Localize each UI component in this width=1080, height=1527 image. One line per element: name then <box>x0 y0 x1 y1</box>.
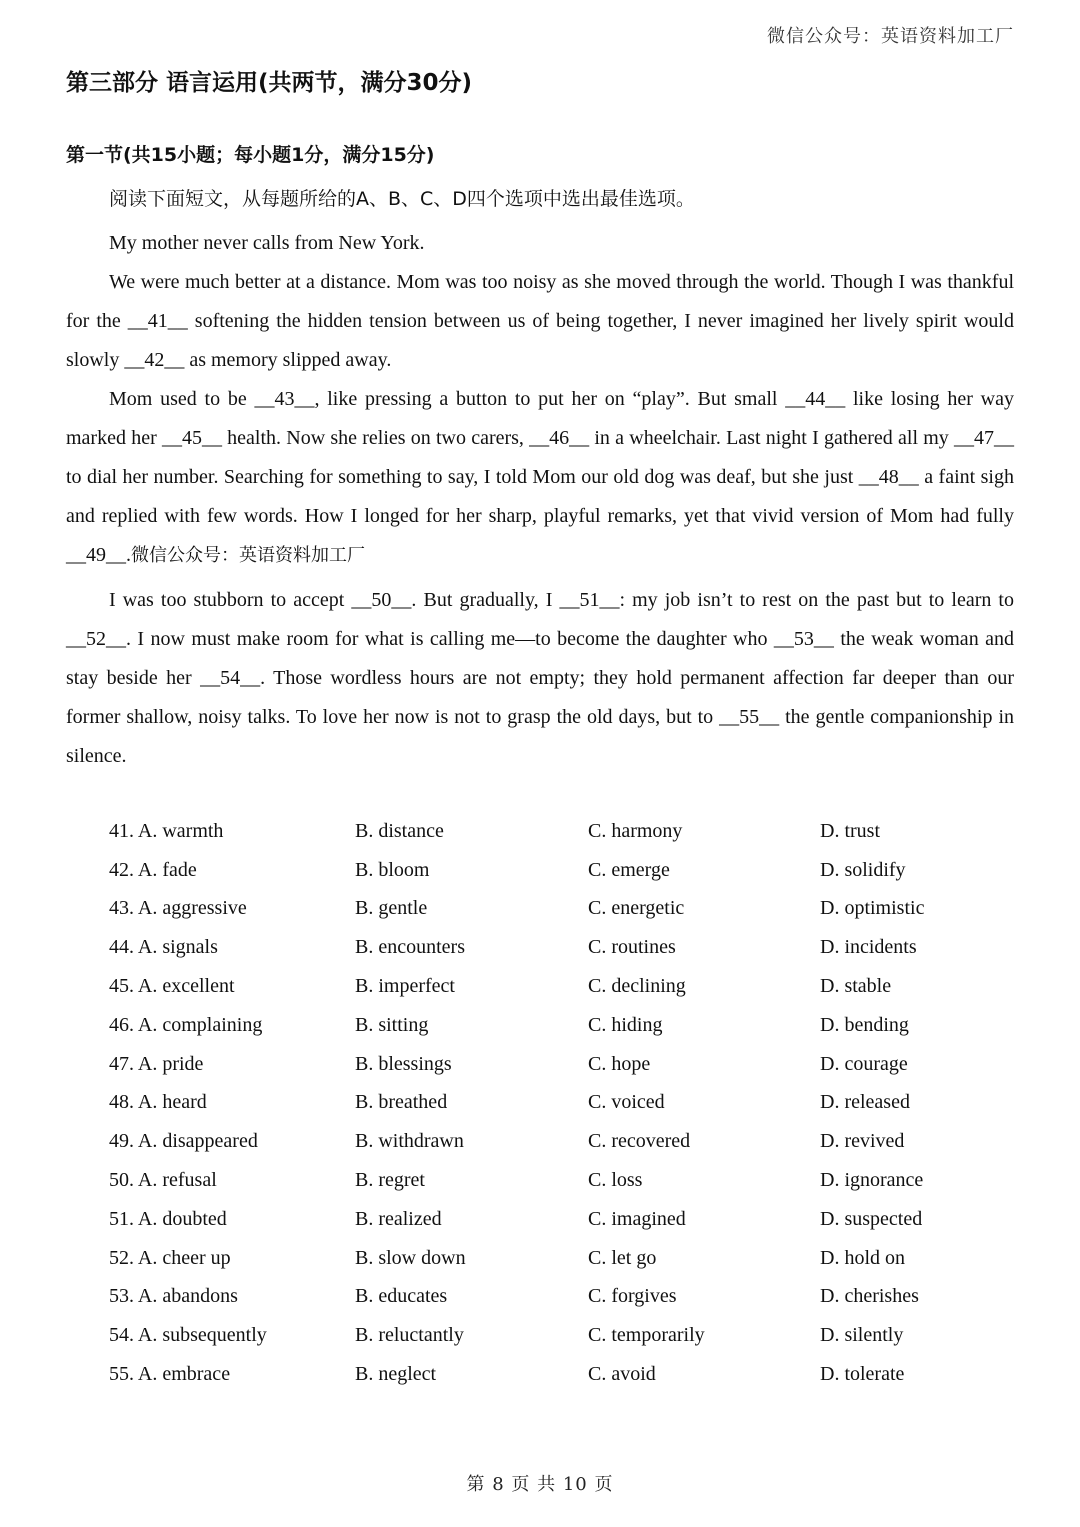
option-choice-c: C. energetic <box>588 897 685 920</box>
passage-paragraph-4: I was too stubborn to accept __50__. But gradually, I __51__: my job isn’t to rest on the past but to learn to __52__. I now must make room for what is calling me—to become the daughter who __53__ the weak woman and stay beside her __54__. Those wordless hours are not empty; they hold permanent affection far deeper than our former shallow, noisy talks. To love her now is not to grasp the old days, but to __55__ the gentle companionship in silence. <box>66 589 1014 767</box>
option-choice-b: B. neglect <box>355 1363 437 1386</box>
option-choice-d: D. suspected <box>820 1207 923 1230</box>
option-choice-b: B. reluctantly <box>355 1324 464 1347</box>
option-choice-c: C. forgives <box>588 1285 677 1308</box>
option-choice-c: C. loss <box>588 1169 643 1192</box>
option-choice-d: D. released <box>820 1091 910 1114</box>
option-choice-a: 45. A. excellent <box>109 975 235 998</box>
option-choice-b: B. blessings <box>355 1052 452 1075</box>
option-choice-a: 42. A. fade <box>109 858 197 881</box>
option-choice-c: C. hiding <box>588 1013 663 1036</box>
option-choice-a: 54. A. subsequently <box>109 1324 267 1347</box>
option-choice-b: B. imperfect <box>355 975 455 998</box>
instruction-text: 阅读下面短文，从每题所给的A、B、C、D四个选项中选出最佳选项。 <box>109 188 695 210</box>
option-choice-a: 43. A. aggressive <box>109 897 247 920</box>
watermark-header: 微信公众号：英语资料加工厂 <box>767 26 1014 47</box>
option-choice-c: C. routines <box>588 936 676 959</box>
option-row <box>109 1239 1029 1278</box>
option-choice-c: C. hope <box>588 1052 651 1075</box>
option-choice-d: D. optimistic <box>820 897 925 920</box>
option-choice-c: C. voiced <box>588 1091 665 1114</box>
option-choice-d: D. trust <box>820 819 880 842</box>
option-choice-a: 46. A. complaining <box>109 1013 263 1036</box>
option-row <box>109 812 1029 851</box>
option-choice-a: 47. A. pride <box>109 1052 204 1075</box>
option-choice-d: D. ignorance <box>820 1169 924 1192</box>
option-row <box>109 1278 1029 1317</box>
option-choice-b: B. realized <box>355 1207 442 1230</box>
option-choice-a: 41. A. warmth <box>109 819 224 842</box>
option-choice-b: B. sitting <box>355 1013 429 1036</box>
passage-paragraph-3-text: Mom used to be __43__, like pressing a button to put her on “play”. But small __44__ like losing her way marked her __45__ health. Now she relies on two carers, __46__ in a wheelchair. Last night I gathered all my __47__ to dial her number. Searching for something to say, I told Mom our old dog was deaf, but she just __48__ a faint sigh and replied with few words. How I longed for her sharp, playful remarks, yet that vivid version of Mom had fully __49__. <box>66 388 1014 566</box>
option-choice-b: B. withdrawn <box>355 1130 464 1153</box>
option-choice-d: D. revived <box>820 1130 905 1153</box>
option-choice-d: D. tolerate <box>820 1363 905 1386</box>
option-choice-d: D. silently <box>820 1324 904 1347</box>
option-choice-a: 50. A. refusal <box>109 1169 217 1192</box>
option-choice-a: 52. A. cheer up <box>109 1246 231 1269</box>
option-row <box>109 890 1029 929</box>
option-row <box>109 1084 1029 1123</box>
page-footer: 第 8 页 共 10 页 <box>466 1474 614 1495</box>
option-row <box>109 1122 1029 1161</box>
option-choice-c: C. avoid <box>588 1363 656 1386</box>
option-row <box>109 1200 1029 1239</box>
passage-paragraph-3 <box>66 380 1014 575</box>
option-row <box>109 1161 1029 1200</box>
option-choice-c: C. imagined <box>588 1207 686 1230</box>
option-choice-a: 55. A. embrace <box>109 1363 231 1386</box>
option-choice-b: B. distance <box>355 819 444 842</box>
option-row <box>109 1316 1029 1355</box>
option-choice-d: D. bending <box>820 1013 909 1036</box>
passage <box>66 180 1014 776</box>
passage-paragraph-2: We were much better at a distance. Mom was too noisy as she moved through the world. Though I was thankful for the __41__ softening the hidden tension between us of being together, I never imagined her lively spirit would slowly __42__ as memory slipped away. <box>66 271 1014 371</box>
section-title: 第一节(共15小题；每小题1分，满分15分) <box>66 144 435 166</box>
option-choice-c: C. declining <box>588 975 686 998</box>
passage-paragraph-1: My mother never calls from New York. <box>109 232 425 254</box>
option-choice-b: B. breathed <box>355 1091 448 1114</box>
option-row <box>109 1045 1029 1084</box>
option-choice-c: C. let go <box>588 1246 657 1269</box>
option-choice-a: 44. A. signals <box>109 936 218 959</box>
inline-watermark: 微信公众号：英语资料加工厂 <box>131 545 365 566</box>
option-choice-b: B. encounters <box>355 936 465 959</box>
option-choice-b: B. gentle <box>355 897 428 920</box>
option-choice-a: 53. A. abandons <box>109 1285 238 1308</box>
option-choice-c: C. emerge <box>588 858 670 881</box>
option-row <box>109 967 1029 1006</box>
option-choice-a: 48. A. heard <box>109 1091 207 1114</box>
part-title: 第三部分 语言运用(共两节，满分30分) <box>66 70 473 96</box>
option-choice-b: B. slow down <box>355 1246 466 1269</box>
option-choice-d: D. incidents <box>820 936 917 959</box>
option-choice-a: 49. A. disappeared <box>109 1130 258 1153</box>
option-choice-d: D. cherishes <box>820 1285 919 1308</box>
option-choice-d: D. stable <box>820 975 892 998</box>
option-choice-d: D. solidify <box>820 858 906 881</box>
option-row <box>109 1006 1029 1045</box>
option-row <box>109 928 1029 967</box>
options-list <box>109 812 1029 1394</box>
option-row <box>109 1355 1029 1394</box>
option-choice-c: C. recovered <box>588 1130 691 1153</box>
option-choice-a: 51. A. doubted <box>109 1207 227 1230</box>
option-choice-b: B. bloom <box>355 858 430 881</box>
option-choice-d: D. courage <box>820 1052 908 1075</box>
option-choice-d: D. hold on <box>820 1246 905 1269</box>
option-choice-c: C. temporarily <box>588 1324 705 1347</box>
option-choice-c: C. harmony <box>588 819 683 842</box>
option-row <box>109 851 1029 890</box>
option-choice-b: B. regret <box>355 1169 425 1192</box>
option-choice-b: B. educates <box>355 1285 448 1308</box>
